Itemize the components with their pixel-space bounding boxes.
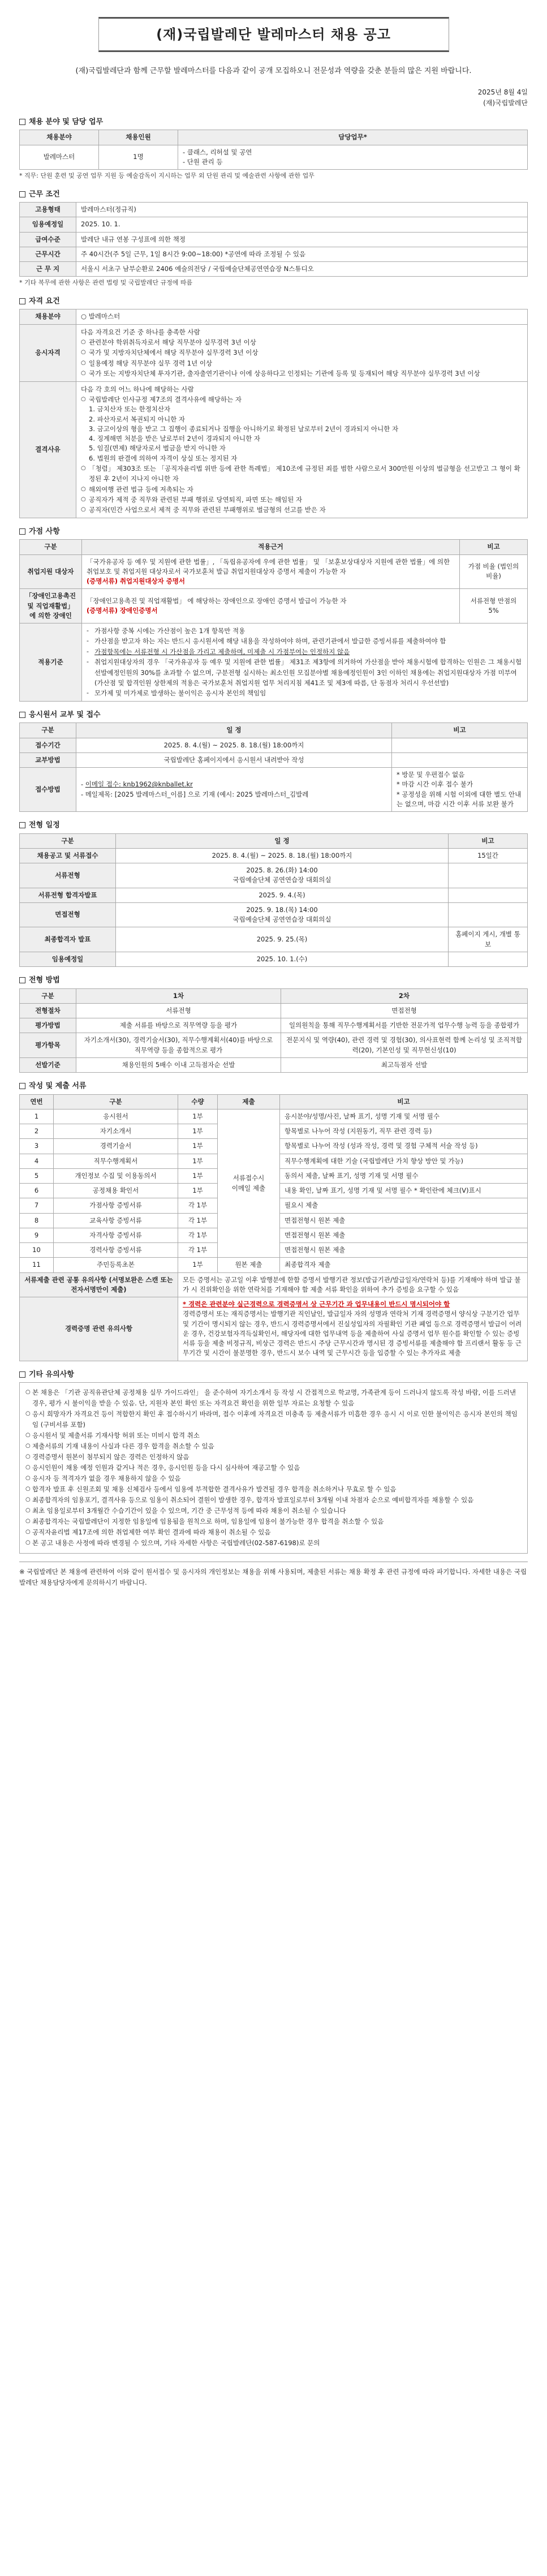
th-stage2: 2차 [281,988,527,1003]
dis-item: ○ 국립발레단 인사규정 제7조의 결격사유에 해당하는 자 [81,394,523,405]
cond-value: 서울시 서초구 남부순환로 2406 예술의전당 / 국립예술단체공연연습장 N스튜디오 [76,262,528,277]
dis-sub: 1. 금치산자 또는 한정치산자 [89,405,171,414]
th-kind: 구분 [20,833,116,848]
section-conditions [19,189,528,288]
app-how [76,768,392,812]
app-subject: 메일제목: [2025 발레마스터_이름] 으로 기재 (예시: 2025 발레마스터_김발레 [85,790,309,798]
dis-item: ○ 공직자가 제적 중 직무와 관련된 부패 행위로 당연퇴직, 파면 또는 해임된 자 [81,494,523,505]
app-key: 접수방법 [20,768,76,812]
doc-no: 1 [20,1109,54,1124]
th-kind: 구분 [54,1094,178,1109]
doc-note: 면접전형시 원본 제출 [280,1213,528,1228]
sched-line: 2025. 8. 26.(화) 14:00 [246,866,318,875]
doc-no: 5 [20,1168,54,1183]
section-title: 전형 일정 [29,821,60,830]
sched-note [449,888,528,902]
doc-no: 3 [20,1139,54,1154]
doc-kind: 경력기술서 [54,1139,178,1154]
sched-note: 15일간 [449,848,528,863]
doc-no: 10 [20,1243,54,1258]
checkbox-square-icon [19,298,25,304]
cell-field: 발레마스터 [20,145,99,170]
cond-value: 발레마스터(정규직) [76,203,528,217]
req-head: 다음 자격요건 기준 중 하나를 충족한 사람 [81,328,200,336]
doc-kind: 주민등록초본 [54,1258,178,1272]
doc-no: 7 [20,1198,54,1213]
dis-head: 다음 각 호의 어느 하나에 해당하는 사람 [81,385,194,393]
dis-item: ○ 해외여행 관련 법규 등에 저촉되는 자 [81,484,523,494]
doc-note: 항목별로 나누어 작성 (성과 작성, 경력 및 경험 구체적 서술 작성 등) [280,1139,528,1154]
doc-no: 9 [20,1228,54,1242]
other-item: ○ 응시인원이 채용 예정 인원과 같거나 적은 경우, 응시인원 등을 다시 심사하여 재공고할 수 있음 [25,1463,522,1473]
cell-duties [178,145,528,170]
doc-note: 항목별로 나누어 작성 (지원동기, 직무 관련 경력 등) [280,1124,528,1139]
bonus-key: 「장애인고용촉진 및 직업재활법」에 의한 장애인 [20,589,82,623]
bonus-table [19,539,528,701]
section-title: 채용 분야 및 담당 업무 [29,117,104,126]
dis-item: ○ 「청렴」 제303조 또는 「공직자윤리법 위반 등에 관한 특례법」 제10조에 규정된 죄를 범한 사람으로서 300만원 이상의 벌금형을 선고받고 그 형이 확정된 후 2년이 지나지 아니한 자 [81,463,523,484]
section-title: 자격 요건 [29,296,60,306]
other-item: ○ 최종합격자는 국립발레단이 지정한 임용일에 임용됨을 원칙으로 하며, 임용일에 임용이 불가능한 경우 합격을 취소할 수 있음 [25,1516,522,1527]
other-item: ○ 최종합격자의 임용포기, 결격사유 등으로 임용이 취소되어 결원이 발생한 경우, 합격자 발표일로부터 3개월 이내 차점자 순으로 예비합격자를 채용할 수 있음 [25,1495,522,1506]
app-how-note: * 공정성을 위해 시험 이외에 대한 별도 안내는 없으며, 마감 시간 이후 서류 보완 불가 [397,790,522,808]
doc-kind: 경력사항 증빙서류 [54,1243,178,1258]
th-note: 비고 [460,540,528,554]
qualifications-table [19,309,528,518]
doc-qty: 1부 [178,1258,218,1272]
doc-qty: 1부 [178,1124,218,1139]
checkbox-square-icon [19,191,25,197]
sched-note [449,952,528,966]
duty-item: - 클래스, 리허설 및 공연 [183,148,252,156]
bonus-note: 가점 비율 (법인의 비율) [460,554,528,589]
doc-kind: 자기소개서 [54,1124,178,1139]
notice-intro: (재)국립발레단과 함께 근무할 발레마스터를 다음과 같이 공개 모집하오니 전문성과 역량을 갖춘 분들의 많은 지원 바랍니다. [75,67,472,75]
checkbox-square-icon [19,822,25,828]
sched-key: 최종합격자 발표 [20,927,116,952]
doc-kind: 자격사항 증빙서류 [54,1228,178,1242]
section-bonus [19,526,528,702]
qual-key: 채용분야 [20,309,76,324]
checkbox-square-icon [19,712,25,718]
qual-dis-value [76,381,528,518]
bonus-note: 서류전형 만점의 5% [460,589,528,623]
app-email[interactable]: 이메일 접수: knb1962@knballet.kr [85,780,193,789]
bonus-basis [82,554,460,589]
qual-field-text: 발레마스터 [88,312,120,321]
other-item: ○ 제출서류의 기재 내용이 사실과 다른 경우 합격을 취소할 수 있음 [25,1441,522,1452]
section-schedule [19,820,528,967]
th-note: 비고 [449,833,528,848]
doc-no: 2 [20,1124,54,1139]
checkbox-square-icon [19,119,25,125]
doc-kind: 직무수행계획서 [54,1154,178,1168]
dis-item: ○ 공직자(민간 사업으로서 제적 중 직무와 관련된 부패행위로 벌금형의 선고를 받은 자 [81,505,523,515]
documents-table [19,1094,528,1361]
sched-key: 서류전형 합격자발표 [20,888,116,902]
section-title: 기타 유의사항 [29,1370,74,1379]
footer-notice: ※ 국립발레단 본 채용에 관련하여 이와 같이 원서접수 및 응시자의 개인정보는 채용을 위해 사용되며, 제출된 서류는 채용 확정 후 관련 규정에 따라 파기합니다. 자세한 내용은 국립발레단 채용담당자에게 문의하시기 바랍니다. [19,1562,528,1589]
other-item: ○ 최초 임용일로부터 3개월간 수습기간이 있을 수 있으며, 기간 중 근무성적 등에 따라 채용이 취소될 수 있습니다 [25,1506,522,1516]
th-count: 채용인원 [99,130,178,145]
cell-count: 1명 [99,145,178,170]
th-basis: 적용근거 [82,540,460,554]
sched-value [116,952,449,966]
th-duties: 담당업무* [178,130,528,145]
sched-key: 면접전형 [20,902,116,927]
method-key: 평가방법 [20,1018,76,1033]
doc-exp-emph: * 경력은 관련분야 실근경력으로 경력증명서 상 근무기간 과 업무내용이 반드시 명시되어야 함 [183,1300,450,1309]
sched-key: 임용예정일 [20,952,116,966]
doc-submit-line: 이메일 제출 [231,1184,266,1192]
bonus-basis-text: 「국가유공자 등 예우 및 지원에 관한 법률」, 「독립유공자에 우에 관한 법률」 및 「보훈보상대상자 지원에 관한 법률」에 의한 취업보호 및 취업지원 대상자로서 국가보훈처 발급 취업지원대상자 증명서 제출이 가능한 자 [87,557,450,575]
checkbox-square-icon [19,1083,25,1089]
doc-no: 11 [20,1258,54,1272]
qual-field-value: ○ 발레마스터 [76,309,528,324]
req-item: ○ 국가 또는 지방자치단체 투자기관, 출자출연기관이나 이에 상응하다고 인정되는 기관에 등록 및 등재되어 해당 직무분야 실무경력 3년 이상 [81,368,523,379]
notice-date-block [19,87,528,109]
doc-submit [218,1109,280,1258]
section-title: 가점 사항 [29,527,60,536]
sched-line: 2025. 10. 1.(수) [256,954,308,963]
doc-qty: 각 1부 [178,1243,218,1258]
sched-line: 2025. 9. 18.(목) 14:00 [246,905,318,914]
sched-value [116,927,449,952]
doc-qty: 1부 [178,1139,218,1154]
dis-sub: 6. 법원의 판결에 의하여 자격이 상실 또는 정지된 자 [89,454,238,462]
sched-note [449,902,528,927]
section-title: 응시원서 교부 및 접수 [29,710,101,719]
apply-item: - 가산점을 받고자 하는 자는 반드시 응시원서에 해당 내용을 작성하여야 하며, 관련기관에서 발급한 증빙서류를 제출하여야 함 [87,636,523,646]
sched-note [449,863,528,888]
app-how-notes [392,768,528,812]
th-qty: 수량 [178,1094,218,1109]
doc-submit-line: 서류접수시 [232,1174,265,1182]
cond-key: 근무시간 [20,247,76,261]
doc-note: 면접전형시 원본 제출 [280,1243,528,1258]
schedule-table [19,833,528,967]
doc-kind: 공정채용 확인서 [54,1184,178,1198]
app-subject-line: - 메일제목: [2025 발레마스터_이름] 으로 기재 (예시: 2025 발레마스터_김발레 [81,790,309,798]
doc-qty: 각 1부 [178,1213,218,1228]
req-item: ○ 일용예정 해당 직무분야 실무 경력 1년 이상 [81,358,523,368]
dis-sub: 2. 파산자로서 복권되지 아니한 자 [89,415,186,423]
cond-value: 2025. 10. 1. [76,217,528,232]
doc-qty: 각 1부 [178,1198,218,1213]
app-how-note: * 방문 및 우편접수 없음 [397,771,465,779]
method-stage2: 면접전형 [281,1003,527,1018]
doc-note: 필요시 제출 [280,1198,528,1213]
other-box [19,1382,528,1554]
sched-value [116,902,449,927]
bonus-apply [82,623,528,702]
dis-subitems [81,405,523,463]
checkbox-square-icon [19,1371,25,1378]
sched-line: 2025. 9. 4.(목) [259,891,305,899]
doc-qty: 1부 [178,1154,218,1168]
method-stage1: 서류전형 [76,1003,281,1018]
th-schedule: 일 정 [76,723,392,738]
section-other [19,1369,528,1554]
section-positions [19,117,528,181]
th-kind: 구분 [20,723,76,738]
app-email-line: - 이메일 접수: knb1962@knballet.kr [81,780,193,789]
notice-title: (재)국립발레단 발레마스터 채용 공고 [98,17,449,52]
app-value: 국립발레단 홈페이지에서 응시원서 내려받아 작성 [76,752,392,767]
doc-submit-final: 원본 제출 [218,1258,280,1272]
doc-no: 8 [20,1213,54,1228]
th-field: 채용분야 [20,130,99,145]
sched-key: 서류전형 [20,863,116,888]
other-item: ○ 본 채용은 「기관 공직유관단체 공정채용 실무 가이드라인」 을 준수하여 자기소개서 등 작성 시 간접적으로 학교명, 가족관계 등이 드러나지 않도록 작성 바람, 이를 드러낸 경우, 평가 시 불이익을 받을 수 있음. 단, 지원자 본인 확인 또는 자격요건 확인을 위한 일부 자료는 요청할 수 있음 [25,1387,522,1409]
app-key: 교부방법 [20,752,76,767]
sched-value [116,863,449,888]
method-stage1: 제출 서류를 바탕으로 직무역량 등을 평가 [76,1018,281,1033]
th-kind: 구분 [20,988,76,1003]
th-note: 비고 [280,1094,528,1109]
section-application [19,709,528,812]
notice-org: (재)국립발레단 [483,98,528,107]
doc-qty: 각 1부 [178,1228,218,1242]
bonus-key: 취업지원 대상자 [20,554,82,589]
section-qualifications [19,296,528,518]
th-no: 연번 [20,1094,54,1109]
method-stage1: 자기소개서(30), 경력기술서(30), 직무수행계획서(40)를 바탕으로 직무역량 등을 종합적으로 평가 [76,1033,281,1058]
doc-exp-value [178,1297,528,1361]
qual-key: 결격사유 [20,381,76,518]
th-submit: 제출 [218,1094,280,1109]
apply-item: - 취업지원대상자의 경우 「국가유공자 등 예우 및 지원에 관한 법률」 제31조 제3항에 의거하여 가산점을 받아 채용시험에 합격하는 인원은 그 채용시험 선발예정인원의 30%를 초과할 수 없으며, 구분전형 실시하는 최소인원 모집분야별 채용예정인원이 3인 이하인 채용에는 취업지원대상자 가점 미부여(가산점 및 합격인원 상한제의 적용은 국가보훈처 취업지원 업무 처리지침 제41조 및 제3에 따름, 단 동점자 처리시 우선선발) [87,657,523,688]
doc-common-key: 서류제출 관련 공통 유의사항 (서명보완은 스캔 또는 전자서명만이 제출) [20,1272,178,1297]
doc-exp-text: 경력증명서 또는 재직증명서는 발행기관 직인날인, 발급일자 자의 성명과 연락처 기재 경력증명서 양식상 구분기간 업무 및 기간이 명시되지 않는 경우, 반드시 경력증명서에서 진실성입자의 자필확인 기관 폐업 등으로 경력증명서 발급이 어려운 경우, 건강보험자격득실확인서, 해당자에 대한 업무내역 등을 제출하여 사실 증명서 업무 원수를 확인할 수 있는 증빙서류 등을 제출 비정규직, 비상근 경력은 반드시 주당 근무시간과 명시된 경 증빙서류를 제출해야 함 프리랜서 활동 등 근무기간 및 시간이 불분명한 경우, 반드시 보수 내역 및 근무시간 등을 입증할 수 있는 추가자료 제출 [183,1310,522,1357]
doc-kind: 응시원서 [54,1109,178,1124]
app-key: 접수기간 [20,738,76,752]
bonus-proof: (증명서류) 장애인증명서 [87,607,158,615]
req-item: ○ 국가 및 지방자치단체에서 해당 직무분야 실무경력 3년 이상 [81,347,523,358]
doc-no: 4 [20,1154,54,1168]
conditions-note: * 기타 복무에 관한 사항은 관련 법령 및 국립발레단 규정에 따름 [19,279,193,287]
sched-note: 홈페이지 게시, 개별 통보 [449,927,528,952]
bonus-proof: (증명서류) 취업지원대상자 증명서 [87,577,186,586]
th-schedule: 일 정 [116,833,449,848]
doc-no: 6 [20,1184,54,1198]
cond-key: 근 무 지 [20,262,76,277]
doc-note: 최종합격자 제출 [280,1258,528,1272]
cond-key: 고용형태 [20,203,76,217]
bonus-key: 적용기준 [20,623,82,702]
method-key: 선발기준 [20,1057,76,1072]
other-item: ○ 응시자 등 적격자가 없을 경우 채용하지 않을 수 있음 [25,1473,522,1484]
doc-common-value: 모든 증명서는 공고일 이후 발행분에 한함 증명서 발행기관 정보(발급기관/발급일자/연락처 등)를 기재해야 하며 발급 불가 시 진위확인을 위한 연락처를 기재해야 함 제출 서류 확인을 위하여 추가 증빙을 요구할 수 있음 [178,1272,528,1297]
section-title: 근무 조건 [29,190,60,199]
duty-item: - 단원 관리 등 [183,157,223,166]
bonus-basis [82,589,460,623]
doc-kind: 개인정보 수집 및 이용동의서 [54,1168,178,1183]
method-stage2: 일의원칙을 통해 직무수행계획서를 기반한 전문가적 업무수행 능력 등을 종합평가 [281,1018,527,1033]
section-title: 전형 방법 [29,976,60,985]
apply-item: - 모가제 및 미가제로 발생하는 불이익은 응시자 본인의 책임임 [87,688,523,698]
qual-req-value [76,324,528,381]
method-stage2: 전문지식 및 역량(40), 관련 경력 및 경험(30), 의사표현력 함께 논리성 및 조직적합력(20), 기본인성 및 직무헌신성(10) [281,1033,527,1058]
bonus-basis-text: 「장애인고용촉진 및 직업재활법」 에 해당하는 장애인으로 장애인 증명서 발급이 가능한 자 [87,596,347,605]
apply-item: - 가점항목에는 서류전형 시 가산점을 가리고 제출하며, 미제출 시 가점부여는 인정하지 않음 [87,647,523,657]
conditions-table [19,202,528,277]
sched-line: 국립예술단체 공연연습장 대회의실 [232,915,331,924]
th-note: 비고 [392,723,528,738]
positions-note: * 직무: 단원 훈련 및 공연 업무 지원 등 예술감독이 지시하는 업무 외 단원 관리 및 예술관련 사항에 관한 업무 [19,172,315,180]
sched-value [116,888,449,902]
positions-table [19,130,528,170]
cond-value: 발레단 내규 연봉 구성표에 의한 책정 [76,232,528,247]
doc-note: 면접전형시 원본 제출 [280,1228,528,1242]
app-value: 2025. 8. 4.(월) ~ 2025. 8. 18.(월) 18:00까지 [76,738,392,752]
cond-key: 임용예정일 [20,217,76,232]
cond-value: 주 40시간(주 5일 근무, 1일 8시간 9:00~18:00) *공연에 따라 조정될 수 있음 [76,247,528,261]
dis-sub: 5. 임질(면제) 해당자로서 벌금을 받지 아니한 자 [89,444,226,453]
doc-exp-key: 경력증명 관련 유의사항 [20,1297,178,1361]
other-item: ○ 경력증명서 원본이 첨부되지 않은 경력은 인정하지 않음 [25,1452,522,1463]
sched-line: 2025. 9. 25.(목) [256,935,308,943]
other-item: ○ 공직자윤리법 제17조에 의한 취업제한 여부 확인 결과에 따라 채용이 취소될 수 있음 [25,1527,522,1538]
other-item: ○ 본 공고 내용은 사정에 따라 변경될 수 있으며, 기타 자세한 사항은 국립발레단(02-587-6198)로 문의 [25,1538,522,1549]
doc-kind: 가점사항 증빙서류 [54,1198,178,1213]
section-title: 작성 및 제출 서류 [29,1082,87,1091]
sched-value [116,848,449,863]
doc-qty: 1부 [178,1109,218,1124]
doc-note: 응시분야/성명/사진, 날짜 표기, 성명 기재 및 서명 필수 [280,1109,528,1124]
section-method [19,975,528,1073]
app-empty [392,738,528,752]
other-item: ○ 응시원서 및 제출서류 기재사항 허위 또는 미비시 합격 취소 [25,1430,522,1441]
checkbox-square-icon [19,528,25,535]
method-stage2: 최고득점자 선발 [281,1057,527,1072]
doc-kind: 교육사항 증빙서류 [54,1213,178,1228]
app-how-note: * 마감 시간 이후 접수 불가 [397,780,473,789]
other-item: ○ 합격자 발표 후 신원조회 및 채용 신체검사 등에서 임용에 부적합한 결격사유가 발견될 경우 합격을 취소하거나 무효로 할 수 있음 [25,1484,522,1495]
doc-qty: 1부 [178,1184,218,1198]
sched-key: 채용공고 및 서류접수 [20,848,116,863]
dis-sub: 3. 금고이상의 형을 받고 그 집행이 종료되거나 집행을 아니하기로 확정된 날로부터 2년이 경과되지 아니한 자 [89,424,399,433]
dis-sub: 4. 징계해면 처분을 받은 날로부터 2년이 경과되지 아니한 자 [89,435,261,443]
apply-item: - 가점사항 중복 시에는 가산점이 높은 1개 항목만 적용 [87,626,523,636]
method-key: 전형절차 [20,1003,76,1018]
sched-line: 2025. 8. 4.(월) ~ 2025. 8. 18.(월) 18:00까지 [212,851,352,859]
method-table [19,988,528,1073]
method-stage1: 채용인원의 5배수 이내 고득점자순 선발 [76,1057,281,1072]
section-documents [19,1081,528,1361]
method-key: 평가항목 [20,1033,76,1058]
other-item: ○ 응시 희망자가 자격요건 등이 적합한지 확인 후 접수하시기 바라며, 접수 이후에 자격요건 미충족 등 제출서류가 미흡한 경우 응시 시 이로 인한 불이익은 응시자 본인의 책임임 (구비서류 포함) [25,1409,522,1430]
doc-note: 동의서 제출, 날짜 표기, 성명 기재 및 서명 필수 [280,1168,528,1183]
app-empty [392,752,528,767]
sched-line: 국립예술단체 공연연습장 대회의실 [232,876,331,884]
checkbox-square-icon [19,977,25,983]
doc-note: 직무수행계획에 대한 기술 (국립발레단 가치 향상 방안 및 가능) [280,1154,528,1168]
th-kind: 구분 [20,540,82,554]
notice-date: 2025년 8월 4일 [477,88,528,96]
doc-qty: 1부 [178,1168,218,1183]
req-item: ○ 관련분야 학위취득자로서 해당 직무분야 실무경력 3년 이상 [81,337,523,347]
cond-key: 급여수준 [20,232,76,247]
th-stage1: 1차 [76,988,281,1003]
application-table [19,723,528,812]
doc-note: 내용 확인, 날짜 표기, 성명 기재 및 서명 필수 * 확인란에 체크(V)표시 [280,1184,528,1198]
qual-key: 응시자격 [20,324,76,381]
